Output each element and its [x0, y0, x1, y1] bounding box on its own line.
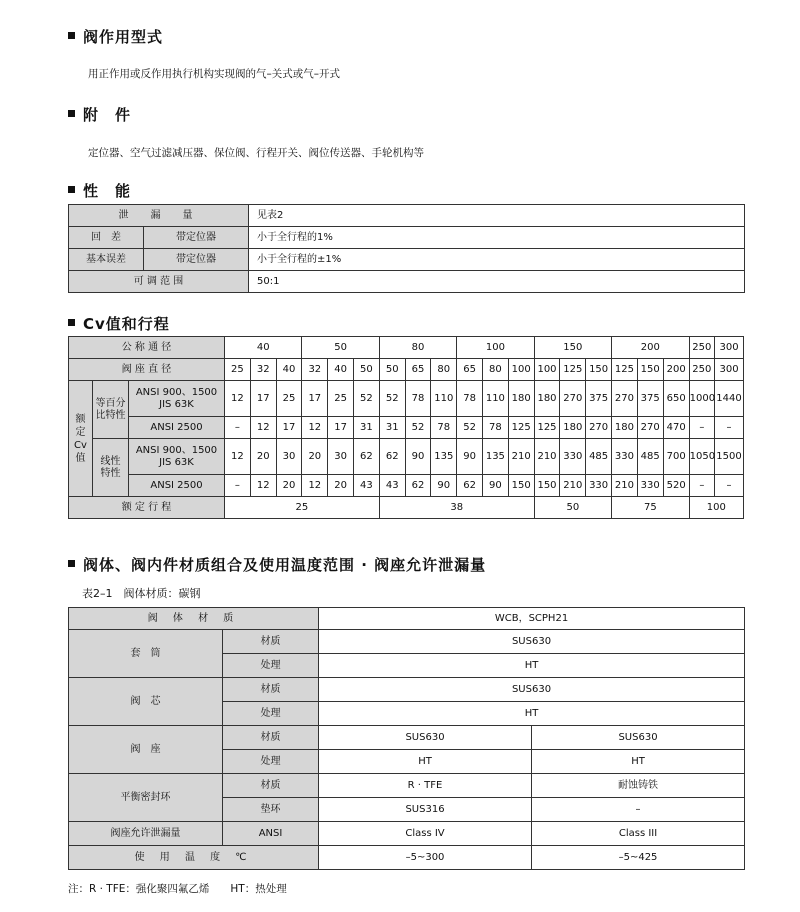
nominal-cell: 80: [379, 337, 456, 359]
gasket-b: –: [532, 798, 745, 822]
lin-900-cell: 20: [250, 439, 276, 475]
square-bullet-icon: [68, 110, 75, 117]
body-material-label: 阀 体 材 质: [69, 608, 319, 630]
balance-ring-label: 平衡密封环: [69, 774, 223, 822]
lin-2500-cell: 12: [302, 475, 328, 497]
eq-900-cell: 180: [534, 381, 560, 417]
seat-cell: 80: [431, 359, 457, 381]
lin-2500-cell: 210: [612, 475, 638, 497]
eq-900-cell: 17: [302, 381, 328, 417]
lin-2500-cell: 90: [482, 475, 508, 497]
lin-2500-cell: 20: [328, 475, 354, 497]
sleeve-label: 套 筒: [69, 630, 223, 678]
lin-2500-cell: 150: [508, 475, 534, 497]
ansi900-label: ANSI 900、1500 JIS 63K: [129, 381, 225, 417]
lin-2500-cell: 330: [586, 475, 612, 497]
material-label: 材质: [223, 774, 319, 798]
section-title-accessories: [68, 104, 131, 125]
eq-900-cell: 270: [612, 381, 638, 417]
temp-a: –5~300: [319, 846, 532, 870]
seat-cell: 65: [405, 359, 431, 381]
hysteresis-sub: 带定位器: [144, 227, 249, 249]
seat-cell: 40: [328, 359, 354, 381]
nominal-cell: 250: [689, 337, 714, 359]
eq-900-cell: 25: [276, 381, 302, 417]
square-bullet-icon: [68, 560, 75, 567]
eq-900-cell: 17: [250, 381, 276, 417]
lin-900-cell: 330: [560, 439, 586, 475]
lin-2500-cell: –: [715, 475, 744, 497]
lin-900-cell: 90: [405, 439, 431, 475]
eq-2500-cell: 52: [405, 417, 431, 439]
range-label: 可 调 范 围: [69, 271, 249, 293]
material-label: 材质: [223, 678, 319, 702]
eq-2500-cell: 12: [250, 417, 276, 439]
seat-label: 阀 座 直 径: [69, 359, 225, 381]
eq-2500-cell: 470: [663, 417, 689, 439]
performance-table: [68, 204, 745, 293]
table-row: [69, 337, 744, 359]
seat-leakage-b: Class III: [532, 822, 745, 846]
leak-value: 见表2: [249, 205, 745, 227]
eq-900-cell: 1000: [689, 381, 714, 417]
balance-material-a: R · TFE: [319, 774, 532, 798]
stroke-cell: 50: [534, 497, 611, 519]
seat-leakage-a: Class IV: [319, 822, 532, 846]
cv-table: [68, 336, 744, 519]
plug-treatment: HT: [319, 702, 745, 726]
material-label: 材质: [223, 726, 319, 750]
section-title-text: 阀体、阀内件材质组合及使用温度范围 · 阀座允许泄漏量: [83, 556, 487, 574]
eq-900-cell: 110: [482, 381, 508, 417]
seat-cell: 250: [689, 359, 714, 381]
eq-2500-cell: 12: [302, 417, 328, 439]
stroke-cell: 75: [612, 497, 690, 519]
table-row: [69, 475, 744, 497]
seat-label: 阀 座: [69, 726, 223, 774]
lin-2500-cell: 62: [457, 475, 483, 497]
stroke-label: 额 定 行 程: [69, 497, 225, 519]
seat-cell: 100: [534, 359, 560, 381]
leak-label: 泄 漏 量: [69, 205, 249, 227]
lin-2500-cell: 20: [276, 475, 302, 497]
lin-900-cell: 30: [328, 439, 354, 475]
stroke-cell: 25: [225, 497, 380, 519]
lin-900-cell: 62: [354, 439, 380, 475]
range-value: 50:1: [249, 271, 745, 293]
seat-cell: 125: [612, 359, 638, 381]
seat-cell: 50: [354, 359, 380, 381]
section-title-valve-action: [68, 26, 163, 47]
lin-900-cell: 700: [663, 439, 689, 475]
table-row: [69, 271, 745, 293]
eq-900-cell: 78: [405, 381, 431, 417]
eq-900-cell: 52: [354, 381, 380, 417]
lin-2500-cell: 210: [560, 475, 586, 497]
basic-error-sub: 带定位器: [144, 249, 249, 271]
lin-2500-cell: 150: [534, 475, 560, 497]
lin-900-cell: 330: [612, 439, 638, 475]
section-title-text: Cv值和行程: [83, 315, 170, 333]
ansi900-label: ANSI 900、1500 JIS 63K: [129, 439, 225, 475]
lin-2500-cell: 90: [431, 475, 457, 497]
lin-900-cell: 135: [431, 439, 457, 475]
table-row: [69, 381, 744, 417]
eq-percent-label: 等百分 比特性: [93, 381, 129, 439]
seat-material-b: SUS630: [532, 726, 745, 750]
section-title-text: 附 件: [83, 106, 132, 124]
eq-900-cell: 375: [637, 381, 663, 417]
seat-treatment-a: HT: [319, 750, 532, 774]
eq-900-cell: 12: [225, 381, 251, 417]
eq-900-cell: 25: [328, 381, 354, 417]
eq-2500-cell: 270: [637, 417, 663, 439]
table-row: [69, 205, 745, 227]
footnote: 注：R · TFE：强化聚四氟乙烯 HT：热处理: [68, 883, 287, 895]
table-row: [69, 439, 744, 475]
eq-900-cell: 110: [431, 381, 457, 417]
lin-2500-cell: –: [225, 475, 251, 497]
table-row: [69, 630, 745, 654]
hysteresis-label: 回 差: [69, 227, 144, 249]
nominal-cell: 100: [457, 337, 534, 359]
stroke-cell: 38: [379, 497, 534, 519]
nominal-cell: 150: [534, 337, 611, 359]
nominal-cell: 200: [612, 337, 690, 359]
valve-action-text: 用正作用或反作用执行机构实现阀的气–关式或气–开式: [88, 68, 340, 80]
eq-900-cell: 650: [663, 381, 689, 417]
seat-cell: 40: [276, 359, 302, 381]
table-row: [69, 822, 745, 846]
eq-900-cell: 52: [379, 381, 405, 417]
nominal-cell: 50: [302, 337, 379, 359]
seat-leakage-label: 阀座允许泄漏量: [69, 822, 223, 846]
gasket-a: SUS316: [319, 798, 532, 822]
eq-2500-cell: 31: [379, 417, 405, 439]
nominal-label: 公 称 通 径: [69, 337, 225, 359]
seat-cell: 32: [302, 359, 328, 381]
eq-900-cell: 270: [560, 381, 586, 417]
section-title-cv: [68, 313, 170, 334]
lin-900-cell: 62: [379, 439, 405, 475]
table-row: [69, 774, 745, 798]
eq-2500-cell: 17: [328, 417, 354, 439]
stroke-cell: 100: [689, 497, 743, 519]
materials-table: [68, 607, 745, 870]
lin-900-cell: 1500: [715, 439, 744, 475]
section-title-materials: [68, 554, 486, 575]
seat-cell: 100: [508, 359, 534, 381]
seat-cell: 50: [379, 359, 405, 381]
temp-b: –5~425: [532, 846, 745, 870]
eq-900-cell: 1440: [715, 381, 744, 417]
section-title-performance: [68, 180, 131, 201]
section-title-text: 阀作用型式: [83, 28, 164, 46]
eq-2500-cell: 125: [534, 417, 560, 439]
rated-cv-label: 额 定 Cv 值: [69, 381, 93, 497]
seat-cell: 80: [482, 359, 508, 381]
body-material-value: WCB，SCPH21: [319, 608, 745, 630]
table-row: [69, 678, 745, 702]
lin-900-cell: 485: [586, 439, 612, 475]
nominal-cell: 40: [225, 337, 302, 359]
seat-cell: 150: [637, 359, 663, 381]
lin-900-cell: 30: [276, 439, 302, 475]
lin-900-cell: 485: [637, 439, 663, 475]
seat-cell: 125: [560, 359, 586, 381]
treatment-label: 处理: [223, 702, 319, 726]
eq-2500-cell: 52: [457, 417, 483, 439]
eq-900-cell: 180: [508, 381, 534, 417]
treatment-label: 处理: [223, 750, 319, 774]
lin-2500-cell: 330: [637, 475, 663, 497]
seat-cell: 200: [663, 359, 689, 381]
eq-900-cell: 375: [586, 381, 612, 417]
table-row: [69, 497, 744, 519]
lin-900-cell: 210: [534, 439, 560, 475]
lin-2500-cell: –: [689, 475, 714, 497]
square-bullet-icon: [68, 32, 75, 39]
nominal-cell: 300: [715, 337, 744, 359]
section-title-text: 性 能: [83, 182, 132, 200]
lin-2500-cell: 520: [663, 475, 689, 497]
lin-900-cell: 20: [302, 439, 328, 475]
eq-2500-cell: 78: [482, 417, 508, 439]
lin-900-cell: 1050: [689, 439, 714, 475]
table-row: [69, 359, 744, 381]
plug-material: SUS630: [319, 678, 745, 702]
lin-900-cell: 135: [482, 439, 508, 475]
eq-2500-cell: 31: [354, 417, 380, 439]
basic-error-value: 小于全行程的±1%: [249, 249, 745, 271]
table-row: [69, 726, 745, 750]
linear-label: 线性 特性: [93, 439, 129, 497]
seat-cell: 65: [457, 359, 483, 381]
eq-2500-cell: –: [225, 417, 251, 439]
seat-treatment-b: HT: [532, 750, 745, 774]
seat-cell: 32: [250, 359, 276, 381]
table-row: [69, 417, 744, 439]
lin-2500-cell: 43: [379, 475, 405, 497]
seat-cell: 300: [715, 359, 744, 381]
eq-2500-cell: 78: [431, 417, 457, 439]
seat-material-a: SUS630: [319, 726, 532, 750]
temp-label: 使 用 温 度 ℃: [69, 846, 319, 870]
basic-error-label: 基本误差: [69, 249, 144, 271]
eq-2500-cell: –: [715, 417, 744, 439]
eq-2500-cell: 180: [560, 417, 586, 439]
seat-cell: 25: [225, 359, 251, 381]
lin-900-cell: 90: [457, 439, 483, 475]
eq-2500-cell: 180: [612, 417, 638, 439]
gasket-label: 垫环: [223, 798, 319, 822]
lin-900-cell: 12: [225, 439, 251, 475]
lin-900-cell: 210: [508, 439, 534, 475]
table-row: [69, 227, 745, 249]
eq-2500-cell: 17: [276, 417, 302, 439]
material-label: 材质: [223, 630, 319, 654]
plug-label: 阀 芯: [69, 678, 223, 726]
accessories-text: 定位器、空气过滤减压器、保位阀、行程开关、阀位传送器、手轮机构等: [88, 147, 424, 159]
eq-900-cell: 78: [457, 381, 483, 417]
lin-2500-cell: 43: [354, 475, 380, 497]
table-caption: 表2–1 阀体材质：碳钢: [82, 587, 201, 600]
lin-2500-cell: 12: [250, 475, 276, 497]
sleeve-material: SUS630: [319, 630, 745, 654]
ansi-label: ANSI: [223, 822, 319, 846]
treatment-label: 处理: [223, 654, 319, 678]
hysteresis-value: 小于全行程的1%: [249, 227, 745, 249]
ansi2500-label: ANSI 2500: [129, 475, 225, 497]
table-row: [69, 249, 745, 271]
sleeve-treatment: HT: [319, 654, 745, 678]
square-bullet-icon: [68, 319, 75, 326]
table-row: [69, 608, 745, 630]
balance-material-b: 耐蚀铸铁: [532, 774, 745, 798]
eq-2500-cell: 125: [508, 417, 534, 439]
lin-2500-cell: 62: [405, 475, 431, 497]
table-row: [69, 846, 745, 870]
eq-2500-cell: 270: [586, 417, 612, 439]
seat-cell: 150: [586, 359, 612, 381]
ansi2500-label: ANSI 2500: [129, 417, 225, 439]
square-bullet-icon: [68, 186, 75, 193]
eq-2500-cell: –: [689, 417, 714, 439]
